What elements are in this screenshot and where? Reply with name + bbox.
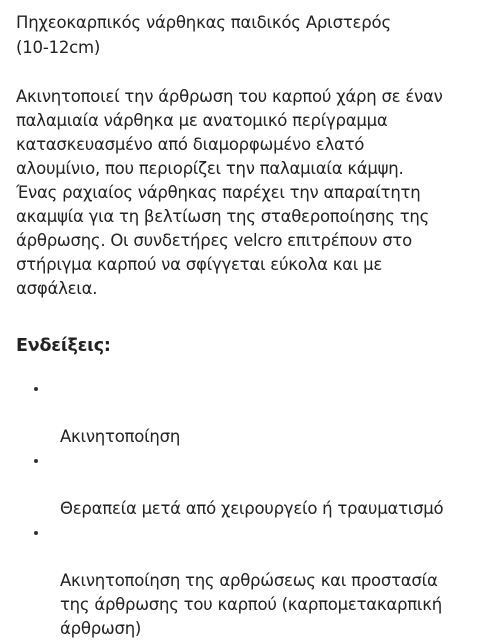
- product-description: Ακινητοποιεί την άρθρωση του καρπού χάρη σε έναν παλαμιαία νάρθηκα με ανατομικό περίγραμμα κατασκευασμένο από διαμορφωμένο ελατό αλουμίνιο, που περιορίζει την παλαμιαία κάμψη. Ένας ραχιαίος νάρθηκας παρέχει την απαραίτητη ακαμψία για τη βελτίωση της σταθεροποίησης της άρθρωσης. Οι συνδετήρες velcro επιτρέπουν στο στήριγμα καρπού να σφίγγεται εύκολα και με ασφάλεια.: [16, 87, 443, 298]
- bullet-icon: [34, 459, 38, 463]
- list-item: [0, 377, 500, 449]
- list-item-text: Ακινητοποίηση: [60, 427, 181, 446]
- indications-heading: Ενδείξεις:: [16, 336, 111, 356]
- list-item: [0, 521, 500, 641]
- list-item-text: Θεραπεία μετά από χειρουργείο ή τραυματισμό: [60, 499, 444, 518]
- indications-list: [0, 377, 500, 641]
- list-item: [0, 449, 500, 521]
- list-item-text: Ακινητοποίηση της αρθρώσεως και προστασία της άρθρωσης του καρπού (καρπομετακαρπική άρθρωση): [60, 571, 442, 638]
- product-title: Πηχεοκαρπικός νάρθηκας παιδικός Αριστερός (10-12cm): [16, 13, 391, 57]
- bullet-icon: [34, 531, 38, 535]
- bullet-icon: [34, 387, 38, 391]
